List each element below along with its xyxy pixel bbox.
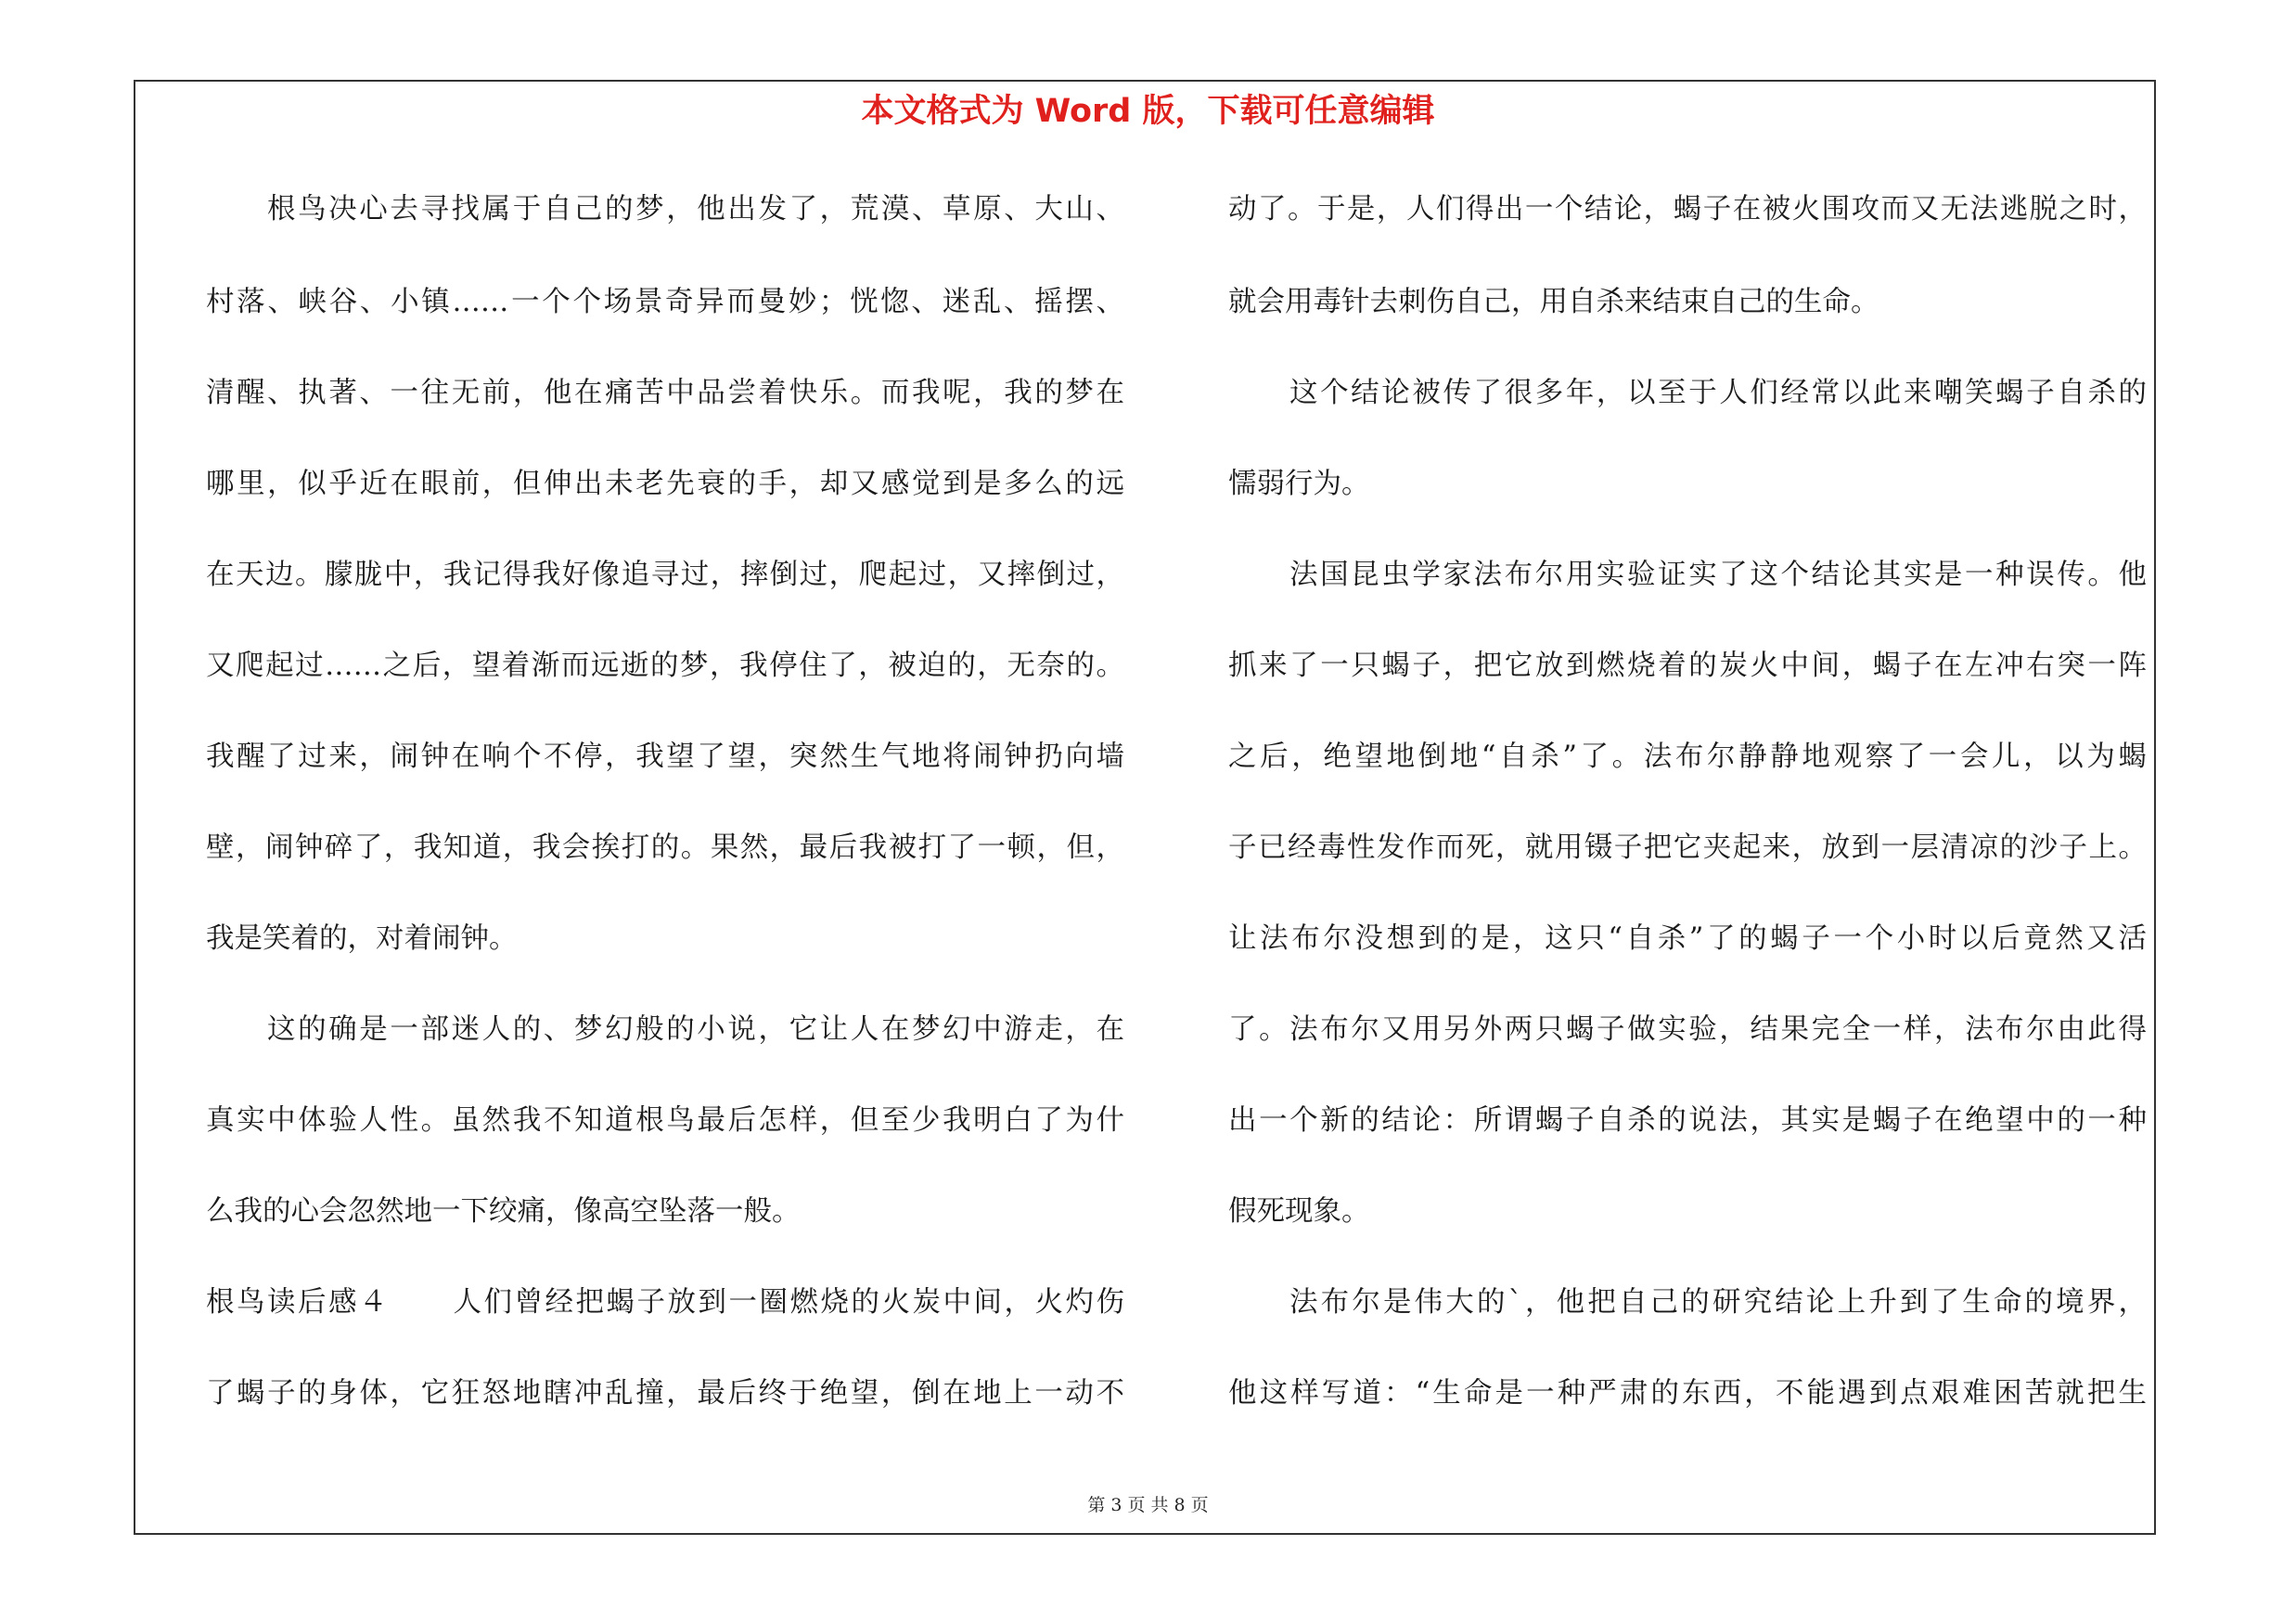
page-number: 第 3 页 共 8 页 — [1087, 1495, 1209, 1515]
text-line: 让法布尔没想到的是，这只“自杀”了的蝎子一个小时以后竟然又活 — [1228, 922, 2147, 955]
text-line: 法布尔是伟大的`，他把自己的研究结论上升到了生命的境界， — [1289, 1286, 2147, 1319]
text-line: 真实中体验人性。虽然我不知道根鸟最后怎样，但至少我明白了为什 — [206, 1104, 1124, 1137]
text-line: 么我的心会忽然地一下绞痛，像高空坠落一般。 — [206, 1195, 801, 1228]
text-line: 他这样写道：“生命是一种严肃的东西，不能遇到点艰难困苦就把生 — [1228, 1377, 2147, 1410]
text-line: 子已经毒性发作而死，就用镊子把它夹起来，放到一层清凉的沙子上。 — [1228, 831, 2147, 864]
text-line: 在天边。朦胧中，我记得我好像追寻过，摔倒过，爬起过，又摔倒过， — [206, 559, 1124, 591]
text-line: 哪里，似乎近在眼前，但伸出未老先衰的手，却又感觉到是多么的远 — [206, 468, 1124, 500]
text-line: 法国昆虫学家法布尔用实验证实了这个结论其实是一种误传。他 — [1289, 559, 2147, 591]
text-line: 动了。于是，人们得出一个结论，蝎子在被火围攻而又无法逃脱之时， — [1228, 193, 2147, 225]
text-line: 假死现象。 — [1228, 1195, 1370, 1228]
text-line: 我醒了过来，闹钟在响个不停，我望了望，突然生气地将闹钟扔向墙 — [206, 741, 1124, 773]
text-line: 抓来了一只蝎子，把它放到燃烧着的炭火中间，蝎子在左冲右突一阵 — [1228, 650, 2147, 682]
text-line: 懦弱行为。 — [1228, 468, 1370, 500]
text-line: 我是笑着的，对着闹钟。 — [206, 922, 518, 955]
text-line: 村落、峡谷、小镇……一个个场景奇异而曼妙；恍惚、迷乱、摇摆、 — [206, 286, 1124, 318]
text-line: 根鸟决心去寻找属于自己的梦，他出发了，荒漠、草原、大山、 — [267, 193, 1124, 225]
format-banner: 本文格式为 Word 版，下载可任意编辑 — [861, 93, 1435, 130]
section-line — [206, 1281, 1124, 1325]
text-line: 这的确是一部迷人的、梦幻般的小说，它让人在梦幻中游走，在 — [267, 1013, 1124, 1046]
text-line: 之后，绝望地倒地“自杀”了。法布尔静静地观察了一会儿，以为蝎 — [1228, 741, 2147, 773]
text-line: 清醒、执著、一往无前，他在痛苦中品尝着快乐。而我呢，我的梦在 — [206, 377, 1124, 409]
text-line: 了。法布尔又用另外两只蝎子做实验，结果完全一样，法布尔由此得 — [1228, 1013, 2147, 1046]
text-line: 就会用毒针去刺伤自己，用自杀来结束自己的生命。 — [1228, 286, 1879, 318]
section-title: 根鸟读后感４ — [206, 1286, 390, 1319]
text-line: 壁，闹钟碎了，我知道，我会挨打的。果然，最后我被打了一顿，但， — [206, 831, 1124, 864]
text-line: 人们曾经把蝎子放到一圈燃烧的火炭中间，火灼伤 — [451, 1286, 1124, 1319]
text-line: 了蝎子的身体，它狂怒地瞎冲乱撞，最后终于绝望，倒在地上一动不 — [206, 1377, 1124, 1410]
text-line: 这个结论被传了很多年，以至于人们经常以此来嘲笑蝎子自杀的 — [1289, 377, 2147, 409]
text-line: 又爬起过……之后，望着渐而远逝的梦，我停住了，被迫的，无奈的。 — [206, 650, 1124, 682]
text-line: 出一个新的结论：所谓蝎子自杀的说法，其实是蝎子在绝望中的一种 — [1228, 1104, 2147, 1137]
